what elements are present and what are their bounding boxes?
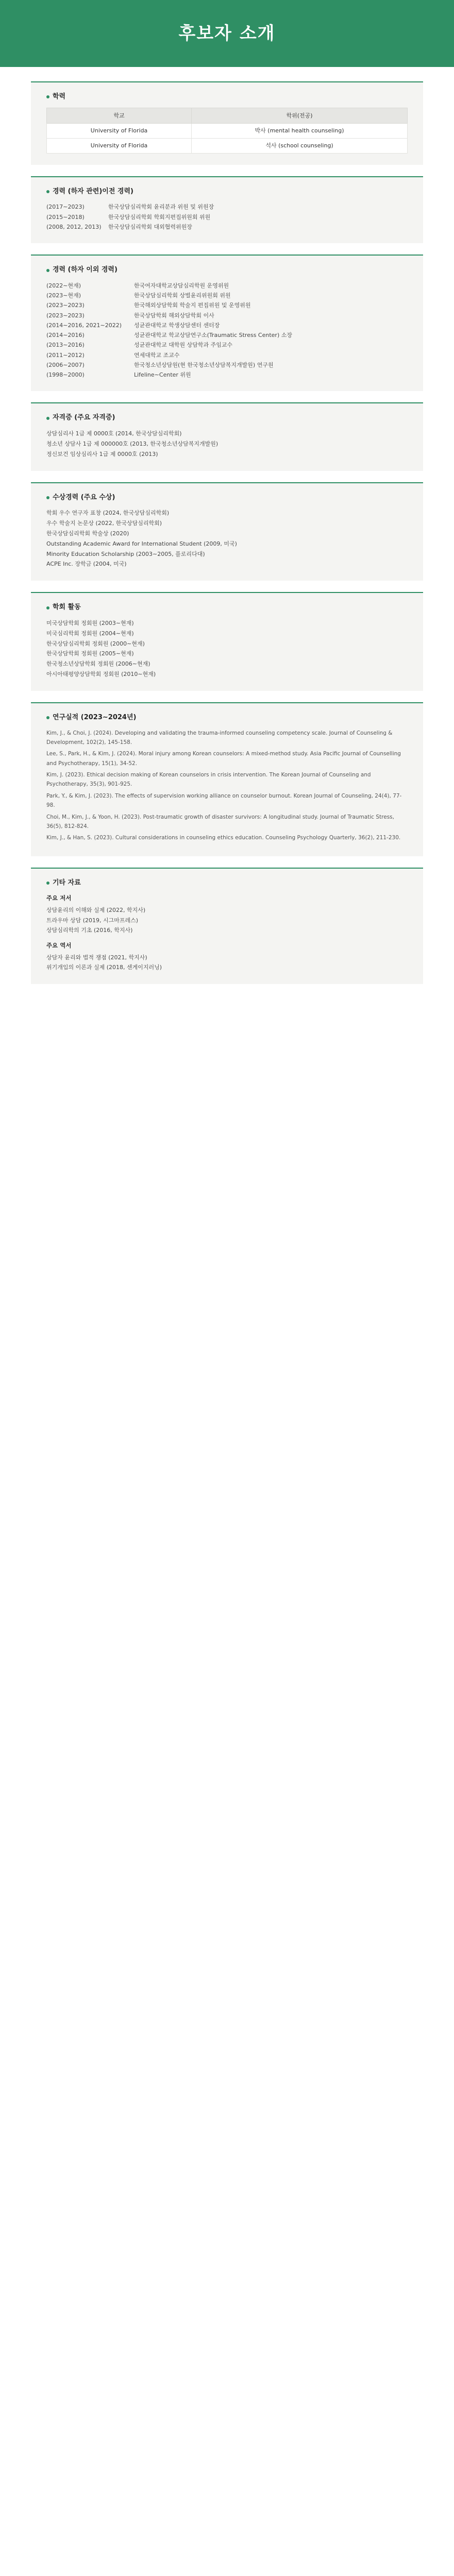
- list-item: 학회 우수 연구자 표창 (2024, 한국상담심리학회): [46, 510, 170, 517]
- certificates-panel: [31, 402, 423, 470]
- list-item: 상담자 윤리와 법적 쟁점 (2021, 학지사): [46, 954, 147, 961]
- career-main-panel: [31, 176, 423, 244]
- list-item: 미국심리학회 정회원 (2004∼현재): [46, 630, 134, 637]
- col-degree: 학위(전공): [192, 108, 408, 124]
- list-item: (2006∼2007) 한국청소년상담원(현 한국청소년상담복지개발원) 연구원: [46, 361, 274, 368]
- list-item: (2023∼현재) 한국상담심리학회 상벌윤리위원회 위원: [46, 292, 231, 299]
- list-item: 상담심리학의 기초 (2016, 학지사): [46, 927, 133, 934]
- books-subheading: 주요 저서: [46, 894, 72, 902]
- list-item: Minority Education Scholarship (2003∼2005, 플로리다대): [46, 550, 205, 557]
- list-item: 한국상담학회 정회원 (2005∼현재): [46, 650, 134, 657]
- other-panel: [31, 868, 423, 985]
- bullet-icon: [46, 882, 49, 885]
- table-row: University of Florida 박사 (mental health counseling): [47, 124, 408, 139]
- list-item: 상담심리사 1급 제 0000호 (2014, 한국상담심리학회): [46, 430, 182, 437]
- list-item: (2014∼2016) 성균관대학교 학교상담연구소(Traumatic Stress Center) 소장: [46, 332, 292, 339]
- awards-panel: [31, 482, 423, 581]
- books-list: [46, 905, 408, 936]
- research-heading: 연구실적 (2023∼2024년): [46, 713, 408, 723]
- research-list: [46, 728, 408, 843]
- list-item: (1998∼2000) Lifeline∼Center 위원: [46, 371, 191, 379]
- list-item: (2015∼2018) 한국상담심리학회 학회지편집위원회 위원: [46, 213, 211, 221]
- awards-heading: 수상경력 (주요 수상): [46, 493, 408, 503]
- career-other-panel: [31, 255, 423, 391]
- table-row: University of Florida 석사 (school counseling): [47, 138, 408, 153]
- list-item: 한국상담심리학회 학술상 (2020): [46, 530, 129, 537]
- list-item: (2014∼2016, 2021∼2022) 성균관대학교 학생상담센터 센터장: [46, 321, 220, 329]
- list-item: (2013∼2016) 성균관대학교 대학원 상담학과 주임교수: [46, 342, 233, 349]
- list-item: (2017∼2023) 한국상담심리학회 윤리분과 위원 및 위원장: [46, 204, 214, 211]
- career-other-heading: 경력 (하자 이외 경력): [46, 265, 408, 276]
- list-item: Lee, S., Park, H., & Kim, J. (2024). Moral injury among Korean counselors: A mixed-method study. Asia Pacific Journal of Counselling and Psychotherapy, 15(1), 34-52.: [46, 751, 401, 767]
- list-item: ACPE Inc. 장학금 (2004, 미국): [46, 561, 127, 568]
- bullet-icon: [46, 190, 49, 193]
- bullet-icon: [46, 95, 49, 98]
- translations-subheading: 주요 역서: [46, 942, 72, 950]
- awards-list: [46, 508, 408, 569]
- list-item: Choi, M., Kim, J., & Yoon, H. (2023). Post-traumatic growth of disaster survivors: A longitudinal study. Journal of Traumatic Stress, 36(5), 812-824.: [46, 814, 394, 829]
- activities-list: [46, 618, 408, 680]
- list-item: Park, Y., & Kim, J. (2023). The effects of supervision working alliance on counselor burnout. Korean Journal of Counseling, 24(4), 77-98.: [46, 792, 402, 809]
- list-item: 위기개입의 이론과 실제 (2018, 센게이지러닝): [46, 964, 162, 971]
- other-heading: 기타 자료: [46, 878, 408, 889]
- activities-heading: 학회 활동: [46, 602, 408, 613]
- education-table: [46, 108, 408, 154]
- list-item: (2008, 2012, 2013) 한국상담심리학회 대외협력위원장: [46, 223, 192, 230]
- certificates-heading: 자격증 (주요 자격증): [46, 413, 408, 423]
- list-item: Kim, J., & Choi, J. (2024). Developing and validating the trauma-informed counseling competency scale. Journal of Counseling & Development, 102(2), 145-158.: [46, 730, 393, 745]
- career-main-heading: 경력 (하자 관련)이전 경력): [46, 187, 408, 197]
- bullet-icon: [46, 496, 49, 499]
- list-item: 미국상담학회 정회원 (2003∼현재): [46, 619, 134, 626]
- education-heading: 학력: [46, 92, 408, 103]
- career-other-list: [46, 281, 408, 380]
- list-item: 우수 학술지 논문상 (2022, 한국상담심리학회): [46, 520, 162, 527]
- list-item: (2023∼2023) 한국해외상담학회 학술지 편집위원 및 운영위원: [46, 302, 251, 309]
- career-main-list: [46, 202, 408, 232]
- col-school: 학교: [47, 108, 192, 124]
- certificates-list: [46, 429, 408, 459]
- list-item: Outstanding Academic Award for International Student (2009, 미국): [46, 540, 237, 547]
- list-item: (2011∼2012) 연세대학교 조교수: [46, 351, 180, 359]
- list-item: 한국상담심리학회 정회원 (2000∼현재): [46, 640, 145, 647]
- list-item: 정신보건 임상심리사 1급 제 0000호 (2013): [46, 450, 158, 457]
- list-item: 한국청소년상담학회 정회원 (2006∼현재): [46, 660, 150, 668]
- activities-panel: [31, 592, 423, 691]
- list-item: (2023∼2023) 한국상담학회 해외상담학회 이사: [46, 312, 214, 319]
- list-item: 트라우마 상담 (2019, 시그마프레스): [46, 917, 139, 924]
- bullet-icon: [46, 269, 49, 272]
- page-banner: [0, 0, 454, 67]
- list-item: 청소년 상담사 1급 제 000000호 (2013, 한국청소년상담복지개발원): [46, 440, 218, 448]
- bullet-icon: [46, 417, 49, 420]
- content: [0, 67, 454, 1016]
- bullet-icon: [46, 606, 49, 609]
- page-title: 후보자 소개: [178, 23, 276, 44]
- translations-list: [46, 953, 408, 973]
- list-item: (2022∼현재) 한국여자대학교상담심리학원 운영위원: [46, 282, 229, 289]
- research-panel: [31, 702, 423, 856]
- list-item: Kim, J. (2023). Ethical decision making of Korean counselors in crisis intervention. The Korean Journal of Counseling and Psychotherapy, 35(3), 901-925.: [46, 772, 371, 788]
- education-panel: [31, 81, 423, 165]
- list-item: Kim, J., & Han, S. (2023). Cultural considerations in counseling ethics education. Counseling Psychology Quarterly, 36(2), 211-230.: [46, 835, 401, 841]
- list-item: 상담윤리의 이해와 실제 (2022, 학지사): [46, 906, 146, 913]
- bullet-icon: [46, 716, 49, 719]
- list-item: 아시아태평양상담학회 정회원 (2010∼현재): [46, 670, 156, 677]
